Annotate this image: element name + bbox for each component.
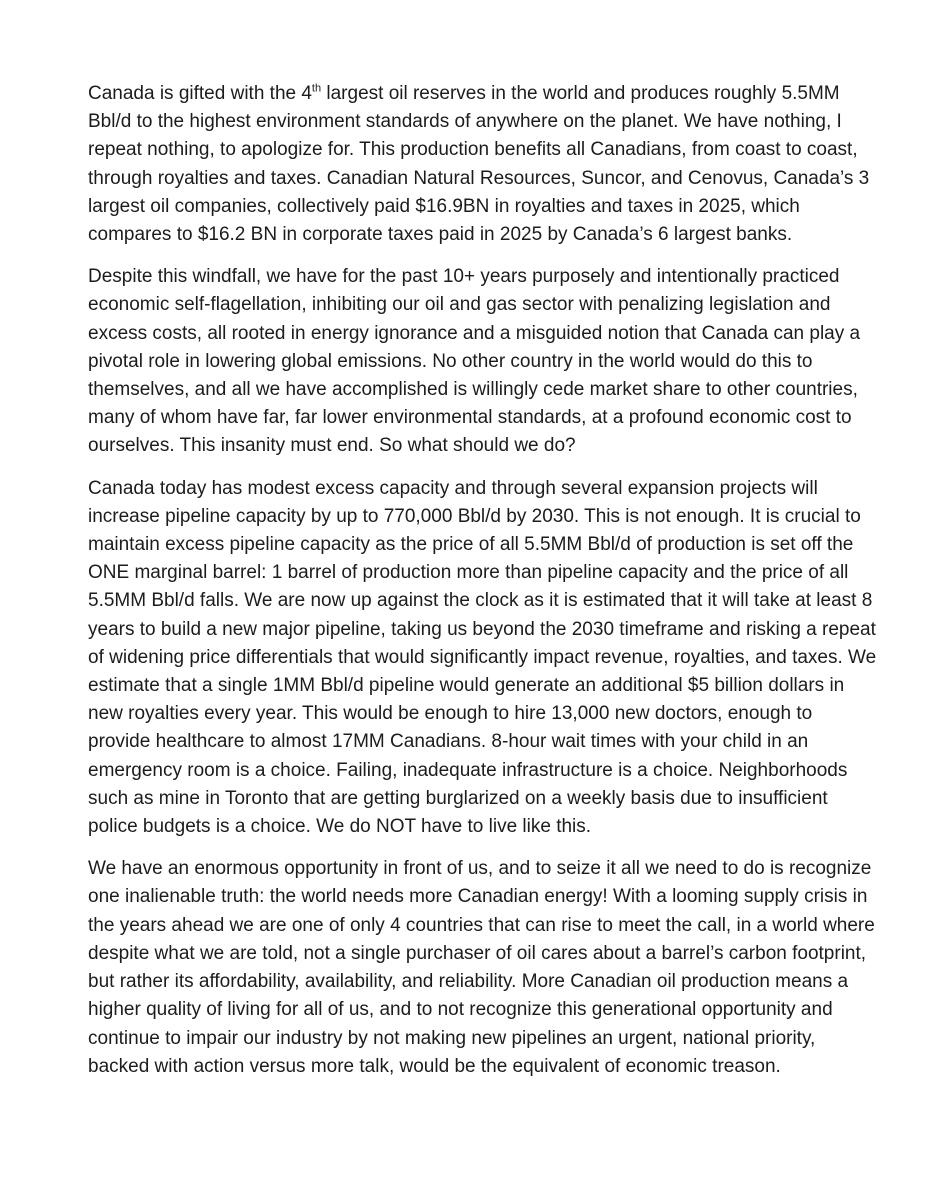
paragraph-1: [88, 80, 878, 249]
paragraph-4: We have an enormous opportunity in front of us, and to seize it all we need to do is recognize one inalienable truth: the world needs more Canadian energy! With a looming supply crisis in the years ahead we are one of only 4 countries that can rise to meet the call, in a world where despite what we are told, not a single purchaser of oil cares about a barrel’s carbon footprint, but rather its affordability, availability, and reliability. More Canadian oil production means a higher quality of living for all of us, and to not recognize this generational opportunity and continue to impair our industry by not making new pipelines an urgent, national priority, backed with action versus more talk, would be the equivalent of economic treason.: [88, 858, 875, 1077]
paragraph-3: Canada today has modest excess capacity and through several expansion projects will increase pipeline capacity by up to 770,000 Bbl/d by 2030. This is not enough. It is crucial to maintain excess pipeline capacity as the price of all 5.5MM Bbl/d of production is set off the ONE marginal barrel: 1 barrel of production more than pipeline capacity and the price of all 5.5MM Bbl/d falls. We are now up against the clock as it is estimated that it will take at least 8 years to build a new major pipeline, taking us beyond the 2030 timeframe and risking a repeat of widening price differentials that would significantly impact revenue, royalties, and taxes. We estimate that a single 1MM Bbl/d pipeline would generate an additional $5 billion dollars in new royalties every year. This would be enough to hire 13,000 new doctors, enough to provide healthcare to almost 17MM Canadians. 8-hour wait times with your child in an emergency room is a choice. Failing, inadequate infrastructure is a choice. Neighborhoods such as mine in Toronto that are getting burglarized on a weekly basis due to insufficient police budgets is a choice. We do NOT have to live like this.: [88, 477, 877, 838]
paragraph-2: Despite this windfall, we have for the past 10+ years purposely and intentionally practiced economic self-flagellation, inhibiting our oil and gas sector with penalizing legislation and excess costs, all rooted in energy ignorance and a misguided notion that Canada can play a pivotal role in lowering global emissions. No other country in the world would do this to themselves, and all we have accomplished is willingly cede market share to other countries, many of whom have far, far lower environmental standards, at a profound economic cost to ourselves. This insanity must end. So what should we do?: [88, 266, 861, 457]
paragraph-1-text-start: Canada is gifted with the 4: [88, 83, 312, 104]
paragraph-1-text-rest: largest oil reserves in the world and produces roughly 5.5MM Bbl/d to the highest environment standards of anywhere on the planet. We have nothing, I repeat nothing, to apologize for. This production benefits all Canadians, from coast to coast, through royalties and taxes. Canadian Natural Resources, Suncor, and Cenovus, Canada’s 3 largest oil companies, collectively paid $16.9BN in royalties and taxes in 2025, which compares to $16.2 BN in corporate taxes paid in 2025 by Canada’s 6 largest banks.: [88, 83, 870, 246]
document-body: [88, 80, 878, 1095]
ordinal-suffix: th: [311, 82, 322, 95]
